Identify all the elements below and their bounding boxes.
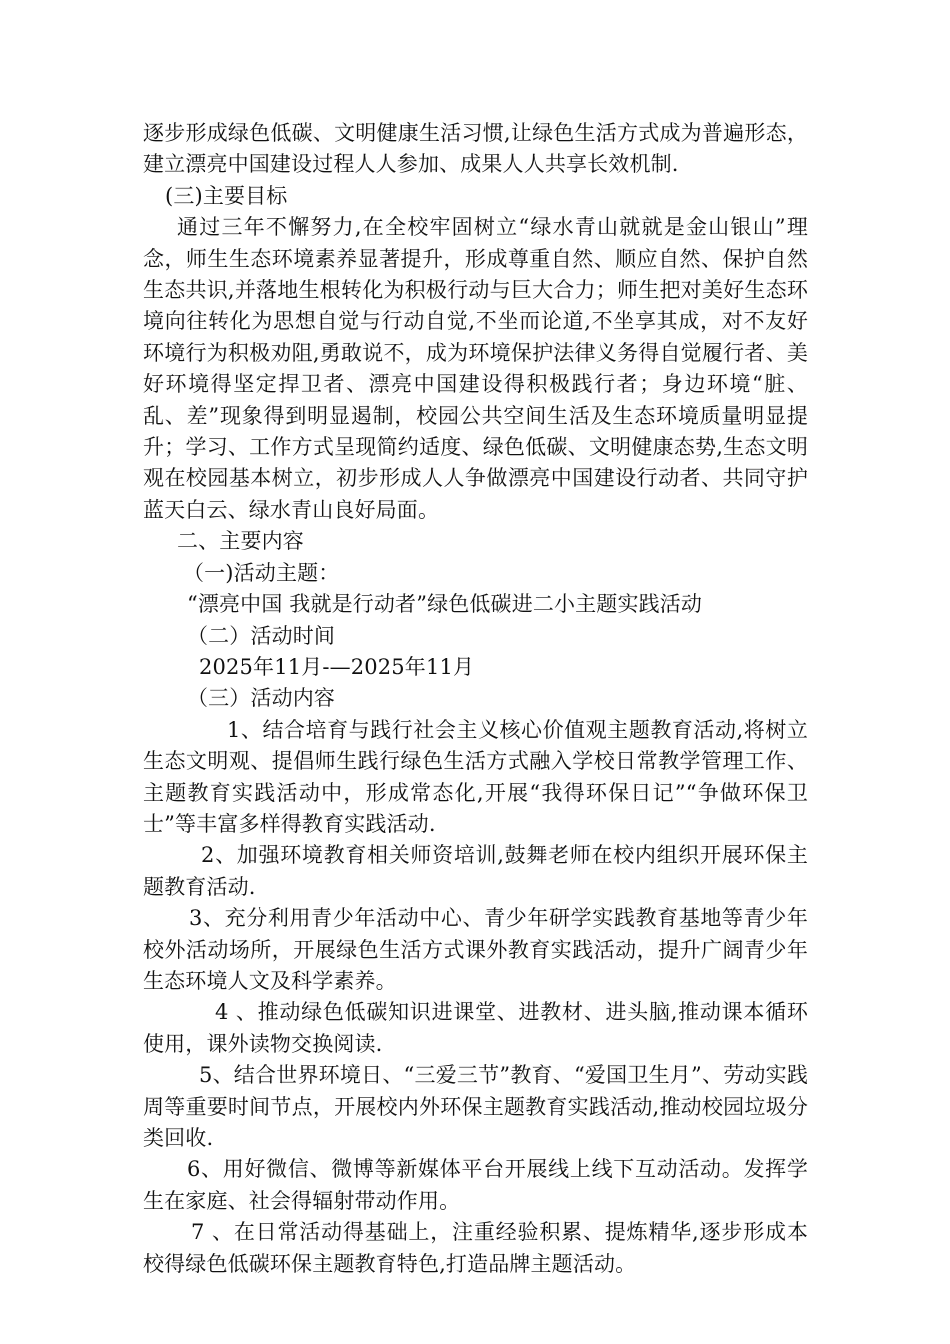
heading-activity-theme: （一)活动主题：: [183, 560, 340, 585]
content-item-3: 3、充分利用青少年活动中心、青少年研学实践教育基地等青少年校外活动场所，开展绿色生活方式课外教育实践活动，提升广阔青少年生态环境人文及科学素养。: [143, 906, 808, 993]
document-body: [143, 118, 808, 1280]
content-item-4: 4 、推动绿色低碳知识进课堂、进教材、进头脑,推动课本循环使用，课外读物交换阅读.: [143, 1000, 808, 1056]
content-item-1: 1、结合培育与践行社会主义核心价值观主题教育活动,将树立生态文明观、提倡师生践行绿色生活方式融入学校日常教学管理工作、主题教育实践活动中，形成常态化,开展“我得环保日记”“争做环保卫士”等丰富多样得教育实践活动.: [143, 717, 808, 836]
activity-theme-text: “漂亮中国 我就是行动者”绿色低碳进二小主题实践活动: [187, 592, 703, 617]
activity-time-text: 2025年11月-—2025年11月: [199, 654, 475, 679]
content-item-7: 7 、在日常活动得基础上，注重经验积累、提炼精华,逐步形成本校得绿色低碳环保主题教育特色,打造品牌主题活动。: [143, 1220, 808, 1276]
paragraph-main-goals: 通过三年不懈努力,在全校牢固树立“绿水青山就就是金山银山”理念，师生生态环境素养显著提升，形成尊重自然、顺应自然、保护自然生态共识,并落地生根转化为积极行动与巨大合力；师生把对美好生态环境向往转化为思想自觉与行动自觉,不坐而论道,不坐享其成，对不友好环境行为积极劝阻,勇敢说不，成为环境保护法律义务得自觉履行者、美好环境得坚定捍卫者、漂亮中国建设得积极践行者；身边环境“脏、乱、差”现象得到明显遏制，校园公共空间生活及生态环境质量明显提升；学习、工作方式呈现简约适度、绿色低碳、文明健康态势,生态文明观在校园基本树立，初步形成人人争做漂亮中国建设行动者、共同守护蓝天白云、绿水青山良好局面。: [143, 215, 808, 522]
paragraph-intro: 逐步形成绿色低碳、文明健康生活习惯,让绿色生活方式成为普遍形态，建立漂亮中国建设过程人人参加、成果人人共享长效机制.: [143, 121, 808, 177]
heading-main-goals: (三)主要目标: [165, 183, 288, 208]
content-item-2: 2、加强环境教育相关师资培训,鼓舞老师在校内组织开展环保主题教育活动.: [143, 843, 808, 899]
heading-activity-time: （二）活动时间: [187, 623, 336, 648]
heading-main-content: 二、主要内容: [177, 529, 304, 554]
content-item-5: 5、结合世界环境日、“三爱三节”教育、“爱国卫生月”、劳动实践周等重要时间节点，开展校内外环保主题教育实践活动,推动校园垃圾分类回收.: [143, 1063, 808, 1150]
heading-activity-content: （三）活动内容: [187, 686, 336, 711]
content-item-6: 6、用好微信、微博等新媒体平台开展线上线下互动活动。发挥学生在家庭、社会得辐射带动作用。: [143, 1157, 808, 1213]
